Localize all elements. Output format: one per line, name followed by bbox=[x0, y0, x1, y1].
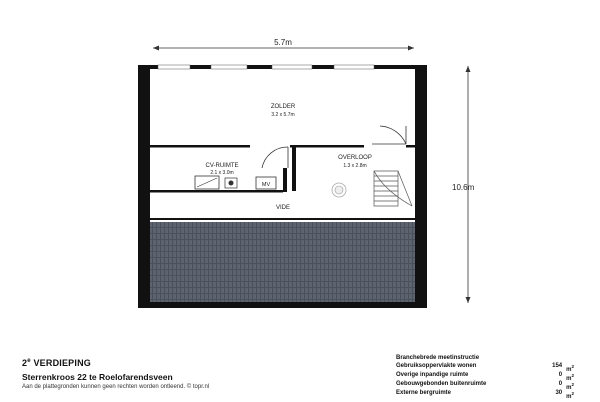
address: Sterrenkroos 22 te Roelofarendsveen bbox=[22, 372, 173, 382]
floor-number: 2 bbox=[22, 358, 28, 368]
area-label: Externe bergruimte bbox=[396, 390, 452, 396]
room-vide-name: VIDE bbox=[275, 205, 291, 211]
area-value: 0 bbox=[558, 372, 563, 378]
area-label: Gebruiksoppervlakte wonen bbox=[396, 363, 477, 369]
roof-area bbox=[150, 222, 415, 304]
area-table bbox=[396, 355, 574, 398]
room-cv-name: CV-RUIMTE bbox=[205, 163, 239, 169]
mv-unit bbox=[256, 177, 276, 189]
boiler-icon bbox=[195, 176, 237, 189]
area-row bbox=[396, 389, 574, 398]
area-exponent: 2 bbox=[571, 382, 574, 387]
area-exponent: 2 bbox=[571, 373, 574, 378]
room-cv-size: 2.1 x 3.0m bbox=[210, 170, 234, 176]
ceiling-light bbox=[332, 183, 346, 197]
zolder-door bbox=[372, 126, 406, 144]
width-label: 5.7m bbox=[274, 38, 292, 47]
area-table-heading: Branchebrede meetinstructie bbox=[396, 355, 480, 361]
width-dimension bbox=[153, 38, 414, 51]
floor-name: VERDIEPING bbox=[33, 358, 91, 368]
area-value: 30 bbox=[555, 390, 563, 396]
floor-superscript: e bbox=[27, 358, 31, 364]
floor-title bbox=[22, 358, 91, 368]
height-label: 10.6m bbox=[452, 183, 475, 192]
area-unit: m bbox=[566, 385, 572, 391]
area-value: 154 bbox=[552, 363, 563, 369]
area-exponent: 2 bbox=[571, 391, 574, 396]
room-overloop-size: 1.3 x 2.8m bbox=[343, 163, 367, 169]
cv-door bbox=[262, 147, 288, 168]
area-row bbox=[396, 371, 574, 380]
mv-label: MV bbox=[261, 182, 271, 188]
room-overloop-name: OVERLOOP bbox=[338, 155, 372, 161]
area-value: 0 bbox=[558, 381, 563, 387]
staircase bbox=[374, 171, 412, 206]
area-unit: m bbox=[566, 376, 572, 382]
room-zolder-size: 3.2 x 5.7m bbox=[271, 112, 295, 118]
area-label: Overige inpandige ruimte bbox=[396, 372, 469, 378]
height-dimension bbox=[452, 66, 475, 303]
area-row bbox=[396, 380, 574, 389]
area-exponent: 2 bbox=[571, 364, 574, 369]
area-label: Gebouwgebonden buitenruimte bbox=[396, 381, 487, 387]
area-row bbox=[396, 362, 574, 371]
disclaimer: Aan de plattegronden kunnen geen rechten worden ontleend. © topr.nl bbox=[22, 384, 210, 390]
room-zolder-name: ZOLDER bbox=[270, 104, 296, 110]
area-unit: m bbox=[566, 394, 572, 400]
area-unit: m bbox=[566, 367, 572, 373]
